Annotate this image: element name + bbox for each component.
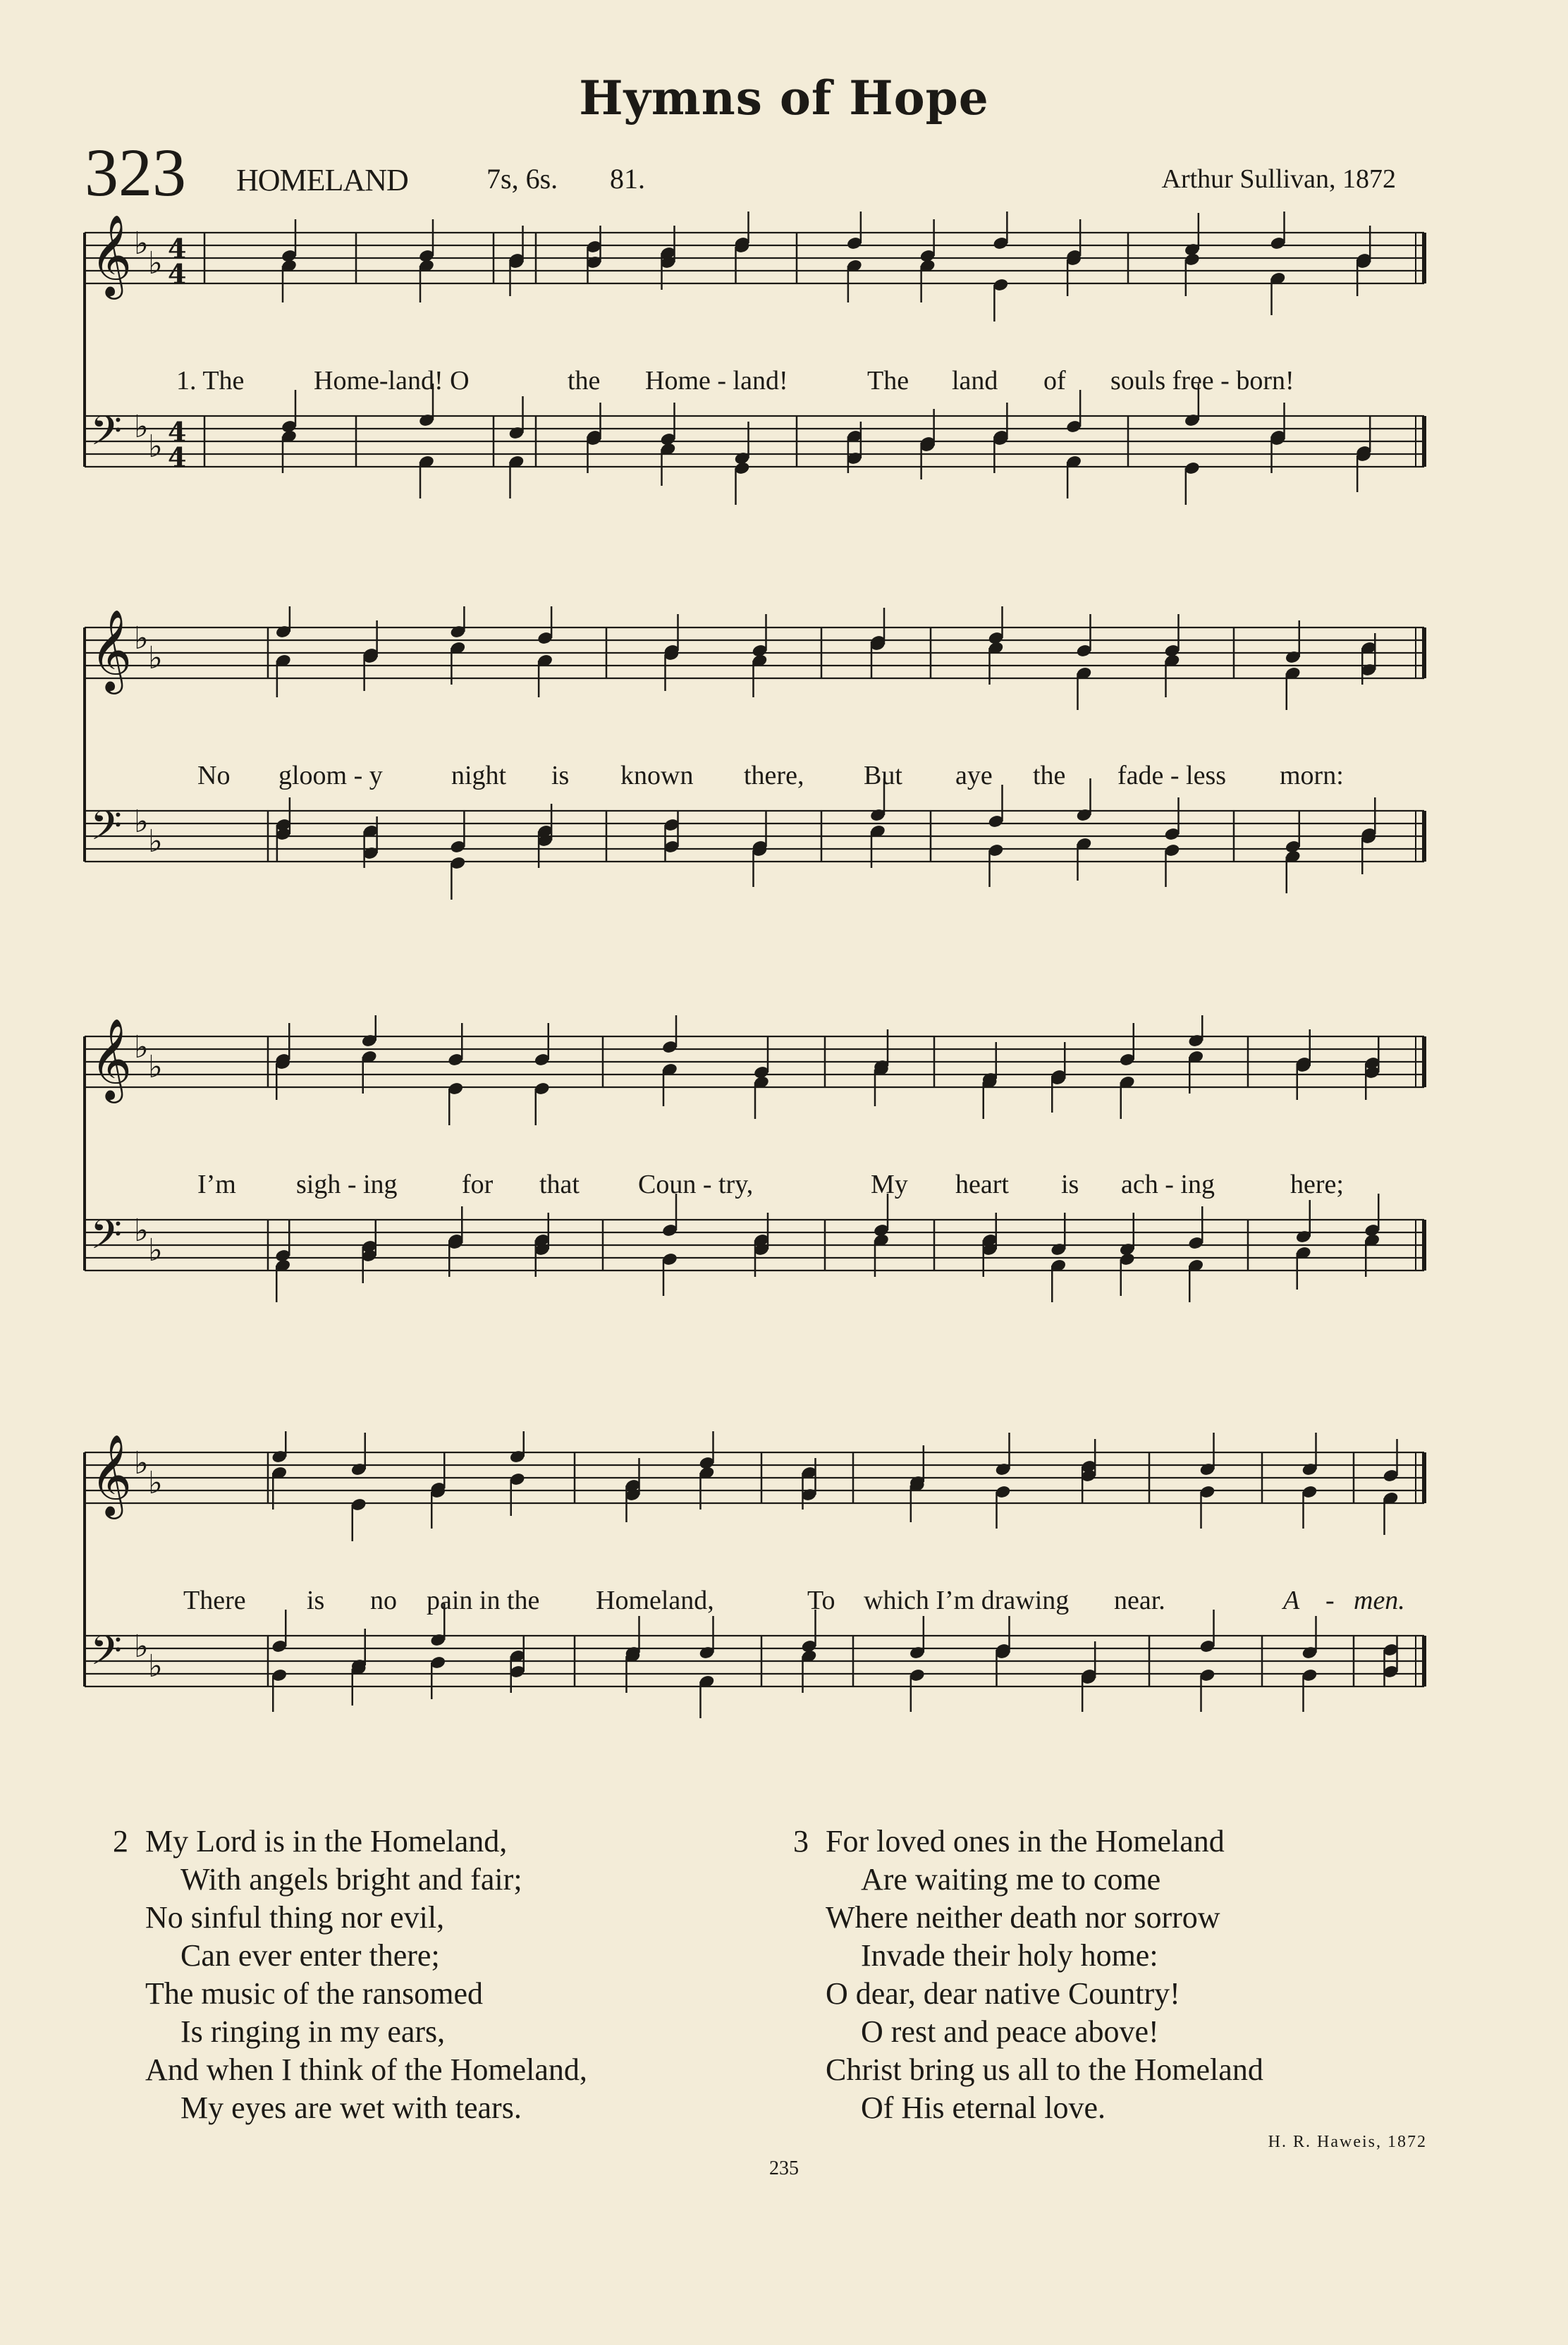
lyric-word: land (952, 366, 998, 396)
lyric-word: night (451, 761, 507, 790)
flat-icon: ♭ (134, 1029, 149, 1065)
lyric-word: is (551, 761, 570, 790)
lyric-word: Homeland, (596, 1586, 714, 1615)
lyric-word: heart (955, 1170, 1009, 1199)
author-credit: H. R. Haweis, 1872 (1268, 2133, 1427, 2151)
treble-clef-icon: 𝄞 (90, 608, 133, 691)
verse-number: 2 (113, 1824, 128, 1859)
hymn-number: 323 (85, 135, 186, 210)
flat-icon: ♭ (134, 804, 149, 840)
flat-icon: ♭ (148, 823, 163, 859)
time-signature: 4 (168, 416, 187, 448)
verse-line: Is ringing in my ears, (180, 2014, 446, 2049)
flat-icon: ♭ (134, 620, 149, 656)
lyric-word: But (864, 761, 902, 790)
treble-clef-icon: 𝄞 (90, 1433, 133, 1516)
lyric-word: pain in the (427, 1586, 540, 1615)
lyric-word: known (620, 761, 694, 790)
verse-line: No sinful thing nor evil, (145, 1900, 445, 1935)
verse-line: O dear, dear native Country! (826, 1976, 1180, 2011)
verse-line: O rest and peace above! (861, 2014, 1159, 2049)
lyric-word: There (183, 1586, 246, 1615)
lyric-word: To (807, 1586, 835, 1615)
lyric-word: Home - land! (645, 366, 788, 396)
lyric-word: aye (955, 761, 993, 790)
page-title: Hymns of Hope (579, 71, 989, 125)
verse-2 (113, 1823, 587, 2127)
flat-icon: ♭ (148, 1465, 163, 1501)
lyric-word: here; (1290, 1170, 1344, 1199)
lyric-word: the (1033, 761, 1066, 790)
lyric-word: A (1283, 1586, 1300, 1615)
flat-icon: ♭ (148, 1232, 163, 1268)
bass-clef-icon: 𝄢 (90, 802, 123, 859)
meter: 7s, 6s. (486, 163, 558, 195)
lyric-word: is (1061, 1170, 1079, 1199)
lyric-word: Coun - try, (638, 1170, 754, 1199)
lyric-word: morn: (1280, 761, 1344, 790)
lyric-word: My (871, 1170, 908, 1199)
flat-icon: ♭ (134, 1213, 149, 1249)
lyric-word: of (1043, 366, 1066, 396)
verse-line: 3 For loved ones in the Homeland (793, 1823, 1263, 1861)
page-number: 235 (769, 2157, 799, 2179)
lyric-word: fade - less (1117, 761, 1227, 790)
lyric-word: the (568, 366, 601, 396)
lyric-word: men. (1354, 1586, 1405, 1615)
treble-clef-icon: 𝄞 (90, 1017, 133, 1100)
lyric-word: Home-land! O (314, 366, 470, 396)
verse-line: Christ bring us all to the Homeland (826, 2052, 1263, 2087)
staff-notation (78, 1015, 1431, 1354)
time-signature: 4 (168, 233, 187, 264)
verse-line: Are waiting me to come (861, 1862, 1161, 1897)
treble-clef-icon: 𝄞 (90, 214, 133, 296)
time-signature: 4 (168, 258, 187, 290)
lyric-word: ach - ing (1121, 1170, 1215, 1199)
lyric-word: - (1325, 1586, 1335, 1615)
lyric-word: The (867, 366, 909, 396)
composer: Arthur Sullivan, 1872 (1161, 164, 1396, 194)
hymnal-number: 81. (610, 163, 645, 195)
flat-icon: ♭ (148, 640, 163, 676)
lyric-word: I’m (197, 1170, 236, 1199)
lyric-word: which I’m drawing (864, 1586, 1070, 1615)
music-system-2 (78, 606, 1431, 945)
bass-clef-icon: 𝄢 (90, 1627, 123, 1684)
flat-icon: ♭ (148, 1049, 163, 1085)
lyric-word: for (462, 1170, 494, 1199)
tune-name: HOMELAND (236, 163, 408, 197)
bass-clef-icon: 𝄢 (90, 407, 123, 465)
verse-line: Can ever enter there; (180, 1938, 440, 1973)
music-system-1 (78, 212, 1431, 536)
lyric-word: that (539, 1170, 580, 1199)
flat-icon: ♭ (134, 409, 149, 445)
flat-icon: ♭ (134, 1629, 149, 1665)
lyric-word: No (197, 761, 231, 790)
lyric-word: souls free - born! (1110, 366, 1294, 396)
verse-line: With angels bright and fair; (180, 1862, 522, 1897)
flat-icon: ♭ (134, 226, 149, 262)
lyric-word: near. (1114, 1586, 1165, 1615)
lyric-word: 1. The (176, 366, 245, 396)
verse-line: My eyes are wet with tears. (180, 2090, 522, 2125)
verse-line: Invade their holy home: (861, 1938, 1158, 1973)
flat-icon: ♭ (134, 1445, 149, 1481)
flat-icon: ♭ (148, 429, 163, 465)
verse-3 (793, 1823, 1263, 2127)
lyric-word: sigh - ing (296, 1170, 398, 1199)
music-system-4 (78, 1431, 1431, 1770)
verse-number: 3 (793, 1824, 809, 1859)
verse-line: Where neither death nor sorrow (826, 1900, 1220, 1935)
flat-icon: ♭ (148, 245, 163, 281)
verse-line: Of His eternal love. (861, 2090, 1105, 2125)
flat-icon: ♭ (148, 1648, 163, 1684)
verse-line: The music of the ransomed (145, 1976, 483, 2011)
lyric-word: there, (744, 761, 804, 790)
bass-clef-icon: 𝄢 (90, 1211, 123, 1268)
lyric-word: is (307, 1586, 325, 1615)
verse-line: 2 My Lord is in the Homeland, (113, 1823, 587, 1861)
lyric-word: gloom - y (278, 761, 383, 790)
hymn-header (85, 135, 1396, 210)
music-system-3 (78, 1015, 1431, 1354)
time-signature: 4 (168, 441, 187, 473)
lyric-word: no (370, 1586, 397, 1615)
staff-notation (78, 1431, 1431, 1770)
verse-line: And when I think of the Homeland, (145, 2052, 587, 2087)
